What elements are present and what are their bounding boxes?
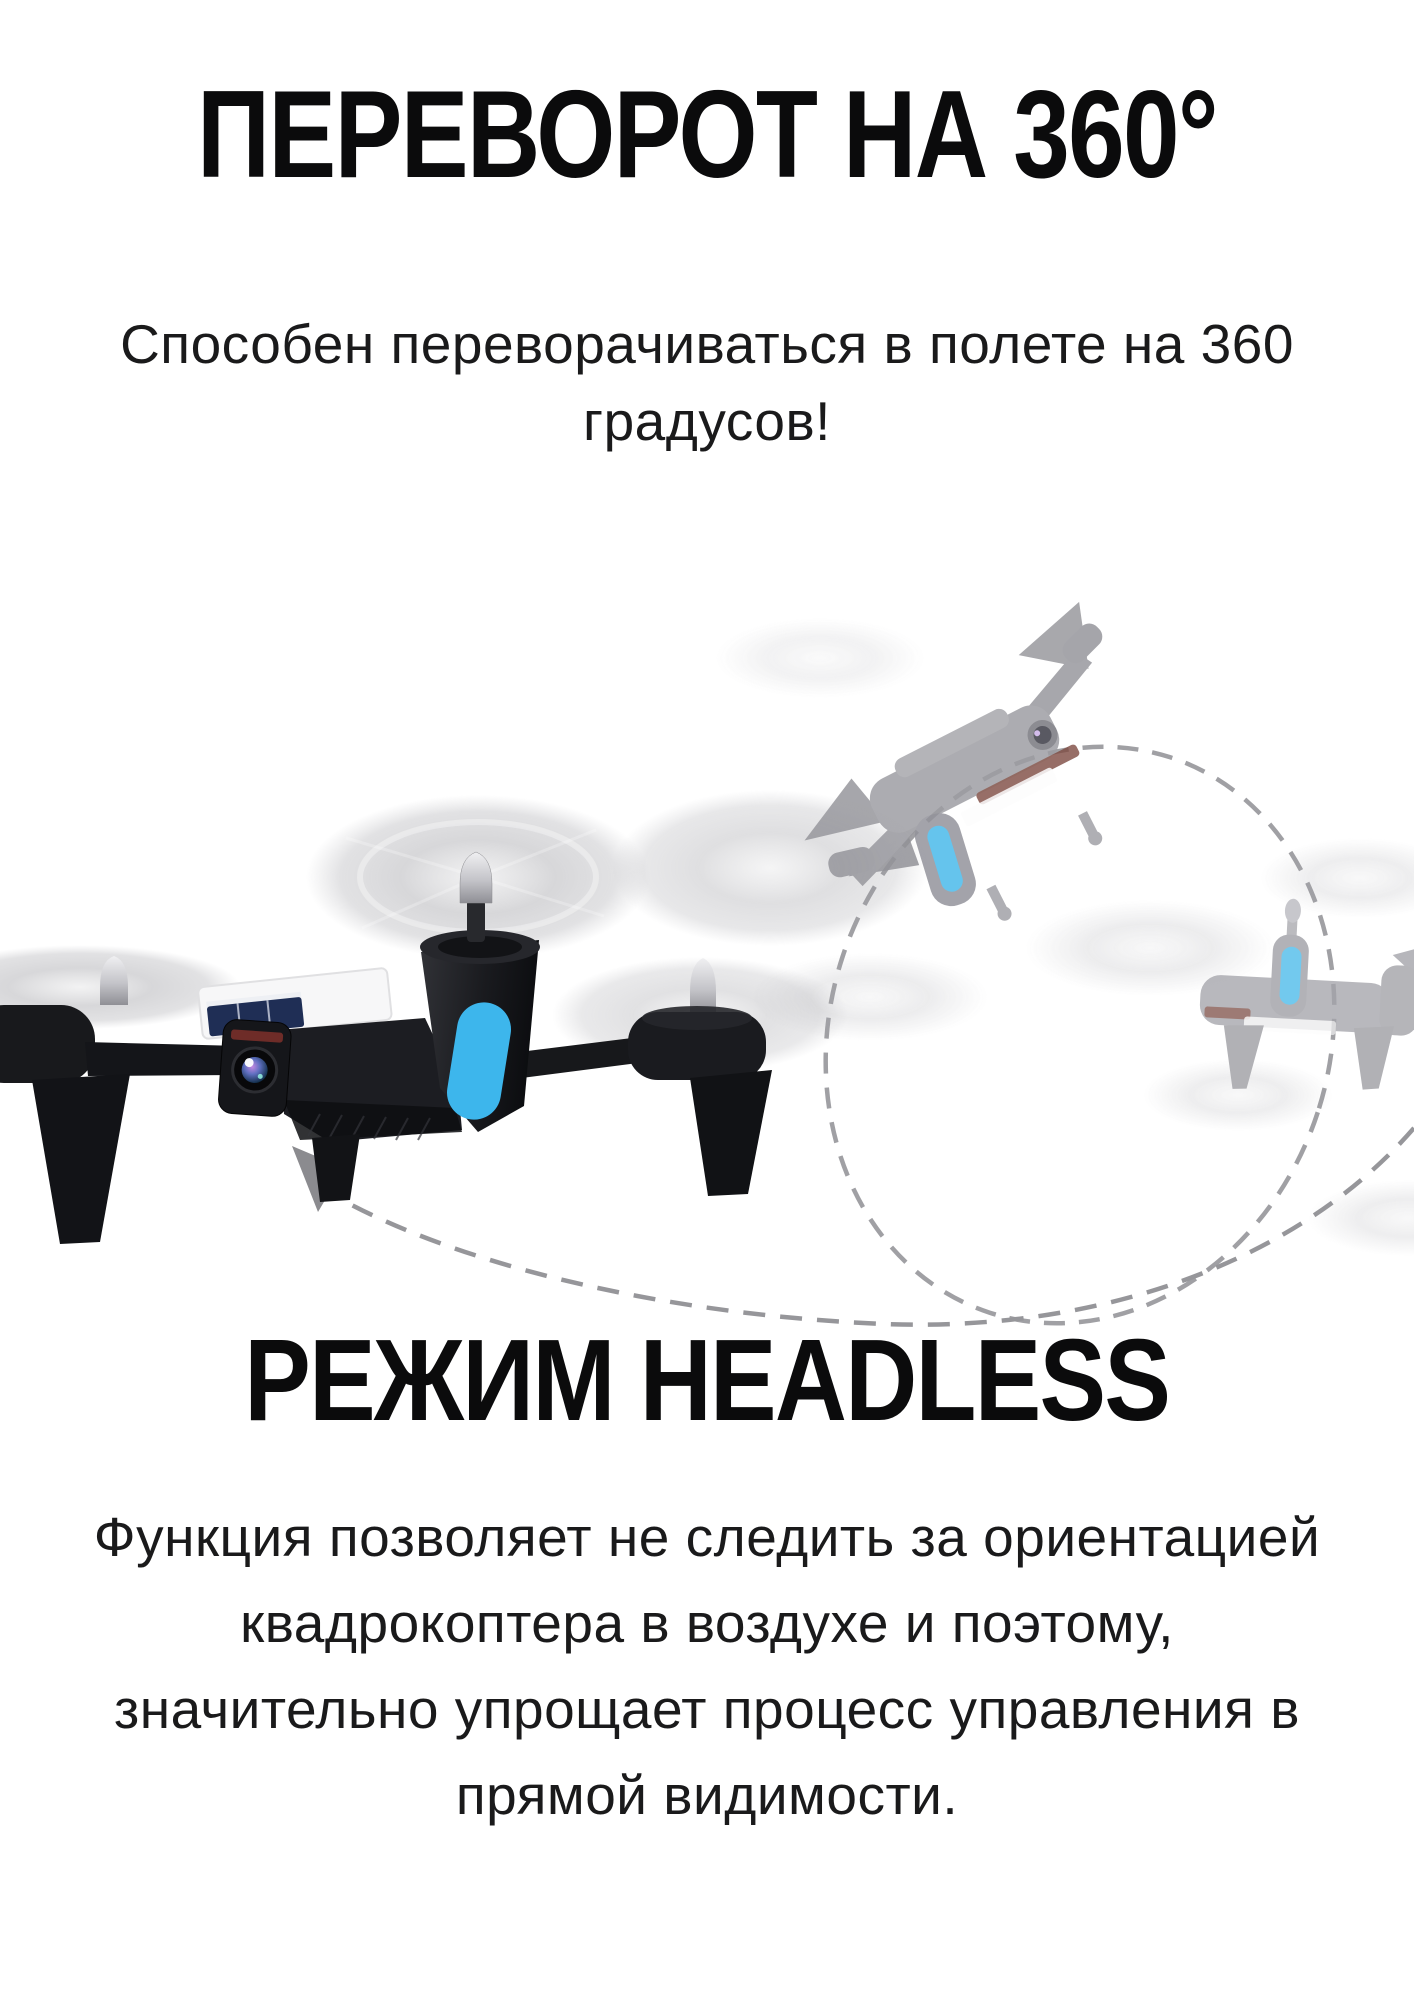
body-line-2: квадрокоптера в воздухе и поэтому, [240,1592,1174,1654]
drone-flip-illustration [0,500,1414,1330]
landing-foot-center [312,1134,360,1202]
flip-section-title-text: ПЕРЕВОРОТ НА 360° [196,66,1218,204]
flip-section-subtitle [0,306,1414,460]
drone-flip-svg [0,500,1414,1330]
subtitle-line-1: Способен переворачиваться в полете на 360 [120,313,1294,375]
landing-foot-left [32,1074,130,1244]
flip-section-title [0,66,1414,205]
headless-section-body [0,1494,1414,1838]
camera-module [218,1019,292,1118]
body-line-3: значительно упрощает процесс управления в [114,1678,1300,1740]
headless-section-title-text: РЕЖИМ HEADLESS [244,1315,1170,1445]
main-drone [0,790,928,1244]
body-line-4: прямой видимости. [455,1764,959,1826]
body-line-1: Функция позволяет не следить за ориентацией [93,1506,1321,1568]
landing-foot-right [690,1070,772,1196]
flip-swing-path [346,1128,1414,1325]
subtitle-line-2: градусов! [583,390,831,452]
headless-section-title [0,1316,1414,1446]
